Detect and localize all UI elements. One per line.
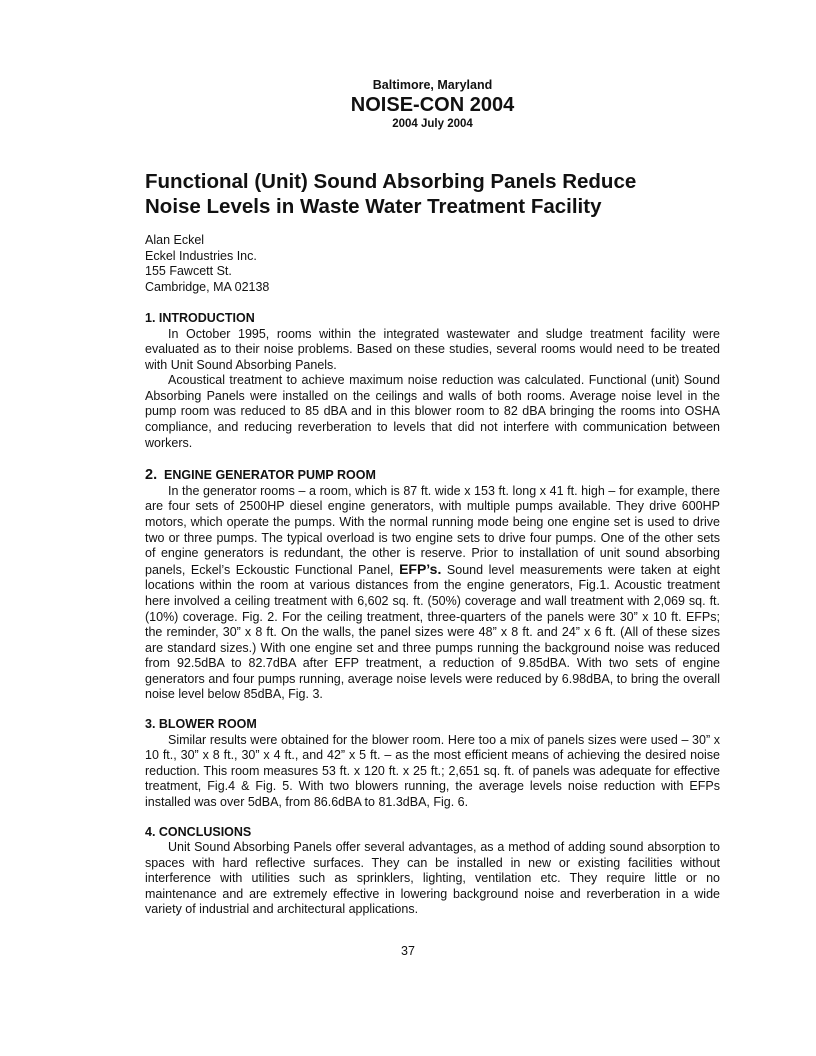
paragraph-text: In the generator rooms – a room, which is 87 ft. wide x 153 ft. long x 41 ft. high – for example, there are four sets of 2500HP diesel engine generators, with multiple pumps available. They drive 600HP motors, which operate the pumps. With the normal running mode being one engine set is used to drive two or three pumps. The typical overload is two engine sets to drive four pumps. One of the other sets of engine generators is redundant, the other is reserve. Prior to installation of unit sound absorbing panels, Eckel’s Eckoustic Functional Panel, [145,483,720,577]
conference-header [145,78,720,131]
conference-date: 2004 July 2004 [392,118,473,130]
author-street: 155 Fawcett St. [145,264,232,278]
paragraph: Similar results were obtained for the blower room. Here too a mix of panels sizes were used – 30” x 10 ft., 30” x 8 ft., 30” x 4 ft., and 42” x 5 ft. – as the most efficient means of achieving the desired noise reduction. This room measures 53 ft. x 120 ft. x 25 ft.; 2,651 sq. ft. of panels was adequate for effective treatment, Fig.4 & Fig. 5. With two blowers running, the average levels noise reduction with EFPs installed was over 5dBA, from 86.6dBA to 81.3dBA, Fig. 6. [145,732,720,809]
author-name: Alan Eckel [145,233,205,247]
section-heading [145,468,720,484]
author-company: Eckel Industries Inc. [145,248,257,263]
title-line-1: Functional (Unit) Sound Absorbing Panels Reduce [145,170,637,193]
author-block [145,233,720,295]
conference-location: Baltimore, Maryland [372,78,493,92]
section-number: 2. [145,467,158,484]
page-number: 37 [401,944,415,958]
section-engine-generator [145,468,720,703]
section-blower-room [145,717,720,810]
conference-name: NOISE-CON 2004 [350,94,515,116]
section-heading: 1. INTRODUCTION [145,311,255,325]
paper-title [145,169,720,219]
paragraph: Acoustical treatment to achieve maximum noise reduction was calculated. Functional (unit) Sound Absorbing Panels were installed on the ceilings and walls of both rooms. Average noise level in the pump room was reduced to 85 dBA and in this blower room to 82 dBA bringing the rooms into OSHA compliance, and reducing reverberation to levels that did not interfere with communication between workers. [145,373,720,450]
paragraph: In October 1995, rooms within the integrated wastewater and sludge treatment facility were evaluated as to their noise problems. Based on these studies, several rooms would need to be treated with Unit Sound Absorbing Panels. [145,326,720,372]
author-city: Cambridge, MA 02138 [145,279,270,294]
paper-page [145,78,720,918]
efp-term: EFP’s. [399,560,442,577]
section-introduction [145,311,720,451]
section-conclusions [145,825,720,918]
section-heading-text: ENGINE GENERATOR PUMP ROOM [164,468,376,483]
paragraph-text: Sound level measurements were taken at eight locations within the room at various distances from the engine generators, Fig.1. Acoustic treatment here involved a ceiling treatment with 6,602 sq. ft. (50%) coverage and wall treatment with 2,069 sq. ft. (10%) coverage. Fig. 2. For the ceiling treatment, three-quarters of the panels were 30” x 10 ft. EFPs; the reminder, 30” x 8 ft. On the walls, the panel sizes were 48” x 8 ft. and 24” x 6 ft. (All of these sizes are standard sizes.) With one engine set and three pumps running the background noise was reduced from 92.5dBA to 82.7dBA after EFP treatment, a reduction of 9.85dBA. With two sets of engine generators and four pumps running, average noise levels were reduced by 6.98dBA, to bring the overall noise level below 85dBA, Fig. 3. [145,562,720,702]
paragraph [145,484,720,703]
section-heading: 3. BLOWER ROOM [145,717,257,732]
paragraph: Unit Sound Absorbing Panels offer several advantages, as a method of adding sound absorption to spaces with hard reflective surfaces. They can be installed in new or existing facilities without interference with utilities such as sprinklers, lighting, ventilation etc. They require little or no maintenance and are extremely effective in lowering background noise and reverberation in a wide variety of industrial and architectural applications. [145,840,720,917]
section-heading: 4. CONCLUSIONS [145,824,252,839]
title-line-2: Noise Levels in Waste Water Treatment Facility [145,195,602,218]
